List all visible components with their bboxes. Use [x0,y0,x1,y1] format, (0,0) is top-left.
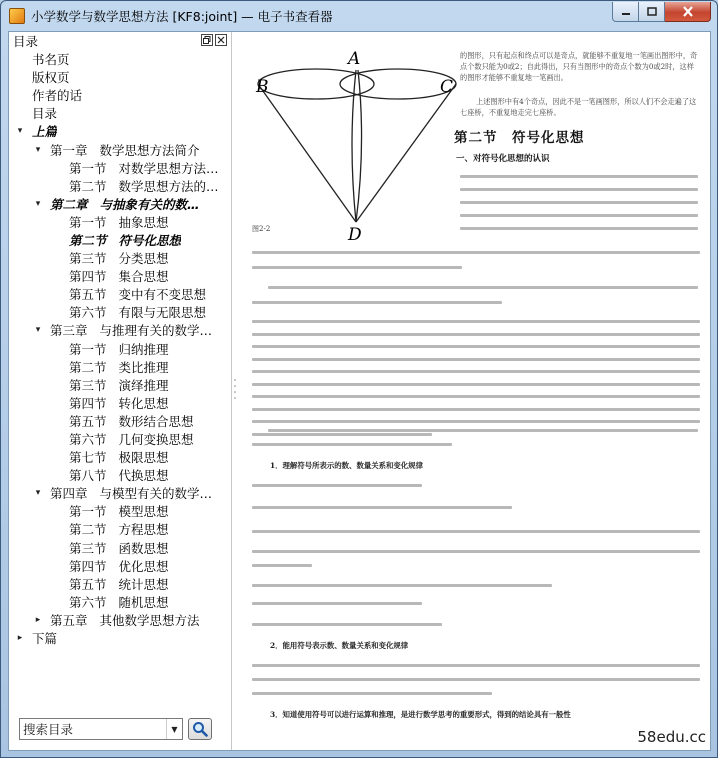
toc-item-number: 第六节 [69,432,107,448]
toc-item[interactable] [9,249,231,267]
text-line [252,301,502,304]
text-line [252,530,700,533]
toc-item-label: 对数学思想方法… [118,160,219,176]
toc-item[interactable] [9,629,231,647]
text-line [460,227,698,230]
toc-item-label: 随机思想 [118,594,169,610]
book-page[interactable] [238,32,710,750]
toc-item-label: 分类思想 [118,251,169,267]
search-button[interactable] [188,718,212,740]
toc-item-label: 其他数学思想方法 [99,612,200,628]
toc-item-label: 方程思想 [118,522,169,538]
toc-item-label: 几何变换思想 [118,432,194,448]
toc-item-number: 第六节 [69,594,107,610]
toc-item-label: 类比推理 [118,359,169,375]
toc-item[interactable] [9,430,231,448]
toc-item-number: 第一节 [69,341,107,357]
toc-item-label: 目录 [32,106,58,122]
figure-label-b: B [256,77,269,97]
text-line [252,692,492,695]
close-icon [217,36,225,44]
toc-item-number: 第三章 [50,323,88,339]
toc-item[interactable] [9,303,231,321]
expand-arrow-icon[interactable]: ▾ [35,325,41,336]
toc-item-number: 第八节 [69,468,107,484]
toc-item[interactable] [9,376,231,394]
toc-item-number: 第五章 [50,612,88,628]
paragraph-top-2: 上述图形中有4个奇点，因此不是一笔画图形，所以人们不会走遍了这七座桥，不重复地走完七座桥。 [460,97,697,117]
toc-item[interactable] [9,484,231,502]
toc-item[interactable] [9,195,231,213]
toc-item-label: 优化思想 [118,558,169,574]
toc-item[interactable] [9,122,231,140]
heading-1: 1．理解符号所表示的数、数量关系和变化规律 [270,461,423,470]
toc-item[interactable] [9,285,231,303]
subsection-title: 一、对符号化思想的认识 [456,154,550,164]
toc-item[interactable] [9,448,231,466]
text-line [252,550,700,553]
text-line [252,420,700,423]
toc-item-label: 模型思想 [118,504,169,520]
maximize-icon [647,7,657,16]
toc-item[interactable] [9,140,231,158]
text-line [252,564,312,567]
window-controls [612,2,711,22]
toc-item-label: 作者的话 [32,88,83,104]
minimize-button[interactable] [612,2,639,22]
toc-title: 目录 [13,34,39,49]
text-line [460,214,698,217]
maximize-button[interactable] [639,2,665,22]
toc-item-number: 第四节 [69,395,107,411]
toc-item[interactable] [9,557,231,575]
toc-item-number: 第二节 [69,232,107,248]
figure-label-c: C [440,77,454,97]
toc-item-label: 代换思想 [118,468,169,484]
toc-item[interactable] [9,267,231,285]
text-line [252,408,700,411]
search-icon [192,721,208,737]
toc-item-label: 集合思想 [118,269,169,285]
toc-search-bar [19,718,212,740]
toc-item-number: 第四节 [69,558,107,574]
text-line [252,664,700,667]
toc-item-number: 第六节 [69,305,107,321]
toc-item[interactable] [9,394,231,412]
text-line [252,443,452,446]
heading-2: 2．能用符号表示数、数量关系和变化规律 [270,641,409,650]
toc-panel [9,32,232,750]
toc-item-label: 下篇 [32,631,58,647]
window-title: 小学数学与数学思想方法 [KF8:joint] — 电子书查看器 [31,9,333,24]
toc-item-number: 第四节 [69,269,107,285]
toc-item[interactable] [9,412,231,430]
text-line [252,584,552,587]
toc-item-label: 符号化思想 [118,232,182,248]
collapse-arrow-icon[interactable]: ▸ [35,614,41,625]
toc-item[interactable] [9,159,231,177]
figure-label-d: D [348,225,362,244]
paragraph-top-1: 的图形，只有起点和终点可以是奇点，就能够不重复地一笔画出图形中，奇点个数只能为0或2；自此得出，只有当图形中的奇点个数为0或2时，这样的图形才能够不重复地一笔画出。 [460,51,698,82]
title-bar[interactable] [1,1,717,31]
cone-figure [248,44,458,244]
text-line [252,333,700,336]
chevron-down-icon[interactable]: ▼ [166,719,182,739]
text-line [252,358,700,361]
toc-item-label: 与模型有关的数学… [99,486,213,502]
text-line [460,175,698,178]
restore-icon [203,36,211,44]
toc-item[interactable] [9,68,231,86]
toc-item-label: 演绎推理 [118,377,169,393]
expand-arrow-icon[interactable]: ▾ [35,144,41,155]
toc-item[interactable] [9,177,231,195]
toc-item-label: 归纳推理 [118,341,169,357]
close-panel-button[interactable] [215,34,227,46]
text-line [460,201,698,204]
toc-item-number: 第一节 [69,214,107,230]
toc-item-number: 第二节 [69,359,107,375]
text-line [252,370,700,373]
toc-item-label: 统计思想 [118,576,169,592]
text-line [252,484,422,487]
toc-item-label: 数学思想方法的… [118,178,219,194]
toc-item[interactable] [9,340,231,358]
expand-arrow-icon[interactable]: ▾ [35,198,41,209]
toc-item[interactable] [9,520,231,538]
text-line [460,188,698,191]
toc-item-number: 第三节 [69,251,107,267]
toc-header [9,32,231,50]
toc-item-number: 第一章 [50,142,88,158]
toc-item-label: 与抽象有关的数… [99,196,200,212]
client-area [8,31,711,751]
figure-label-a: A [348,49,361,69]
toc-item[interactable] [9,358,231,376]
text-line [252,678,700,681]
toc-item-number: 第二节 [69,522,107,538]
toc-item-number: 第一节 [69,160,107,176]
float-panel-button[interactable] [201,34,213,46]
text-line [252,623,442,626]
toc-item-label: 极限思想 [118,450,169,466]
toc-search-input[interactable] [19,718,183,740]
text-line [252,602,422,605]
toc-item-number: 第七节 [69,450,107,466]
toc-item-number: 第四章 [50,486,88,502]
toc-item-label: 与推理有关的数学… [99,323,213,339]
text-line [268,286,698,289]
toc-item-label: 书名页 [32,52,70,68]
text-line [252,383,700,386]
toc-tree [9,50,231,647]
toc-item[interactable] [9,213,231,231]
text-line [252,251,700,254]
text-line [252,266,462,269]
toc-item-label: 数学思想方法简介 [99,142,200,158]
toc-item-number: 第三节 [69,377,107,393]
toc-item[interactable] [9,321,231,339]
toc-item-number: 第二章 [50,196,88,212]
close-icon [682,6,694,17]
toc-item-label: 上篇 [32,124,58,140]
toc-item-number: 第三节 [69,540,107,556]
close-button[interactable] [665,2,711,22]
search-placeholder: 搜索目录 [23,722,74,737]
heading-3: 3．知道使用符号可以进行运算和推理，是进行数学思考的重要形式，得到的结论具有一般性 [270,710,571,719]
text-line [252,433,432,436]
figure-caption: 图2-2 [252,225,271,233]
toc-item[interactable] [9,502,231,520]
text-line [252,395,700,398]
toc-item[interactable] [9,593,231,611]
toc-item-number: 第五节 [69,413,107,429]
toc-item-label: 变中有不变思想 [118,287,207,303]
toc-item[interactable] [9,104,231,122]
toc-item-label: 转化思想 [118,395,169,411]
text-line [252,320,700,323]
toc-item[interactable] [9,466,231,484]
toc-item-label: 有限与无限思想 [118,305,207,321]
toc-item-number: 第二节 [69,178,107,194]
text-line [252,345,700,348]
expand-arrow-icon[interactable]: ▾ [17,126,23,137]
toc-item-label: 数形结合思想 [118,413,194,429]
toc-item[interactable] [9,86,231,104]
watermark: 58edu.cc [637,728,706,746]
minimize-icon [621,8,631,16]
text-line [252,506,512,509]
toc-item-number: 第五节 [69,287,107,303]
toc-item-number: 第五节 [69,576,107,592]
toc-item[interactable] [9,575,231,593]
toc-item-label: 函数思想 [118,540,169,556]
app-icon [9,8,25,24]
toc-item-label: 抽象思想 [118,214,169,230]
toc-item[interactable] [9,231,231,249]
toc-item[interactable] [9,539,231,557]
section-title: 第二节 符号化思想 [454,130,585,146]
toc-item-number: 第一节 [69,504,107,520]
expand-arrow-icon[interactable]: ▾ [35,488,41,499]
toc-item-label: 版权页 [32,70,70,86]
collapse-arrow-icon[interactable]: ▸ [17,633,23,644]
toc-item[interactable] [9,611,231,629]
toc-item[interactable] [9,50,231,68]
text-line [268,429,698,432]
